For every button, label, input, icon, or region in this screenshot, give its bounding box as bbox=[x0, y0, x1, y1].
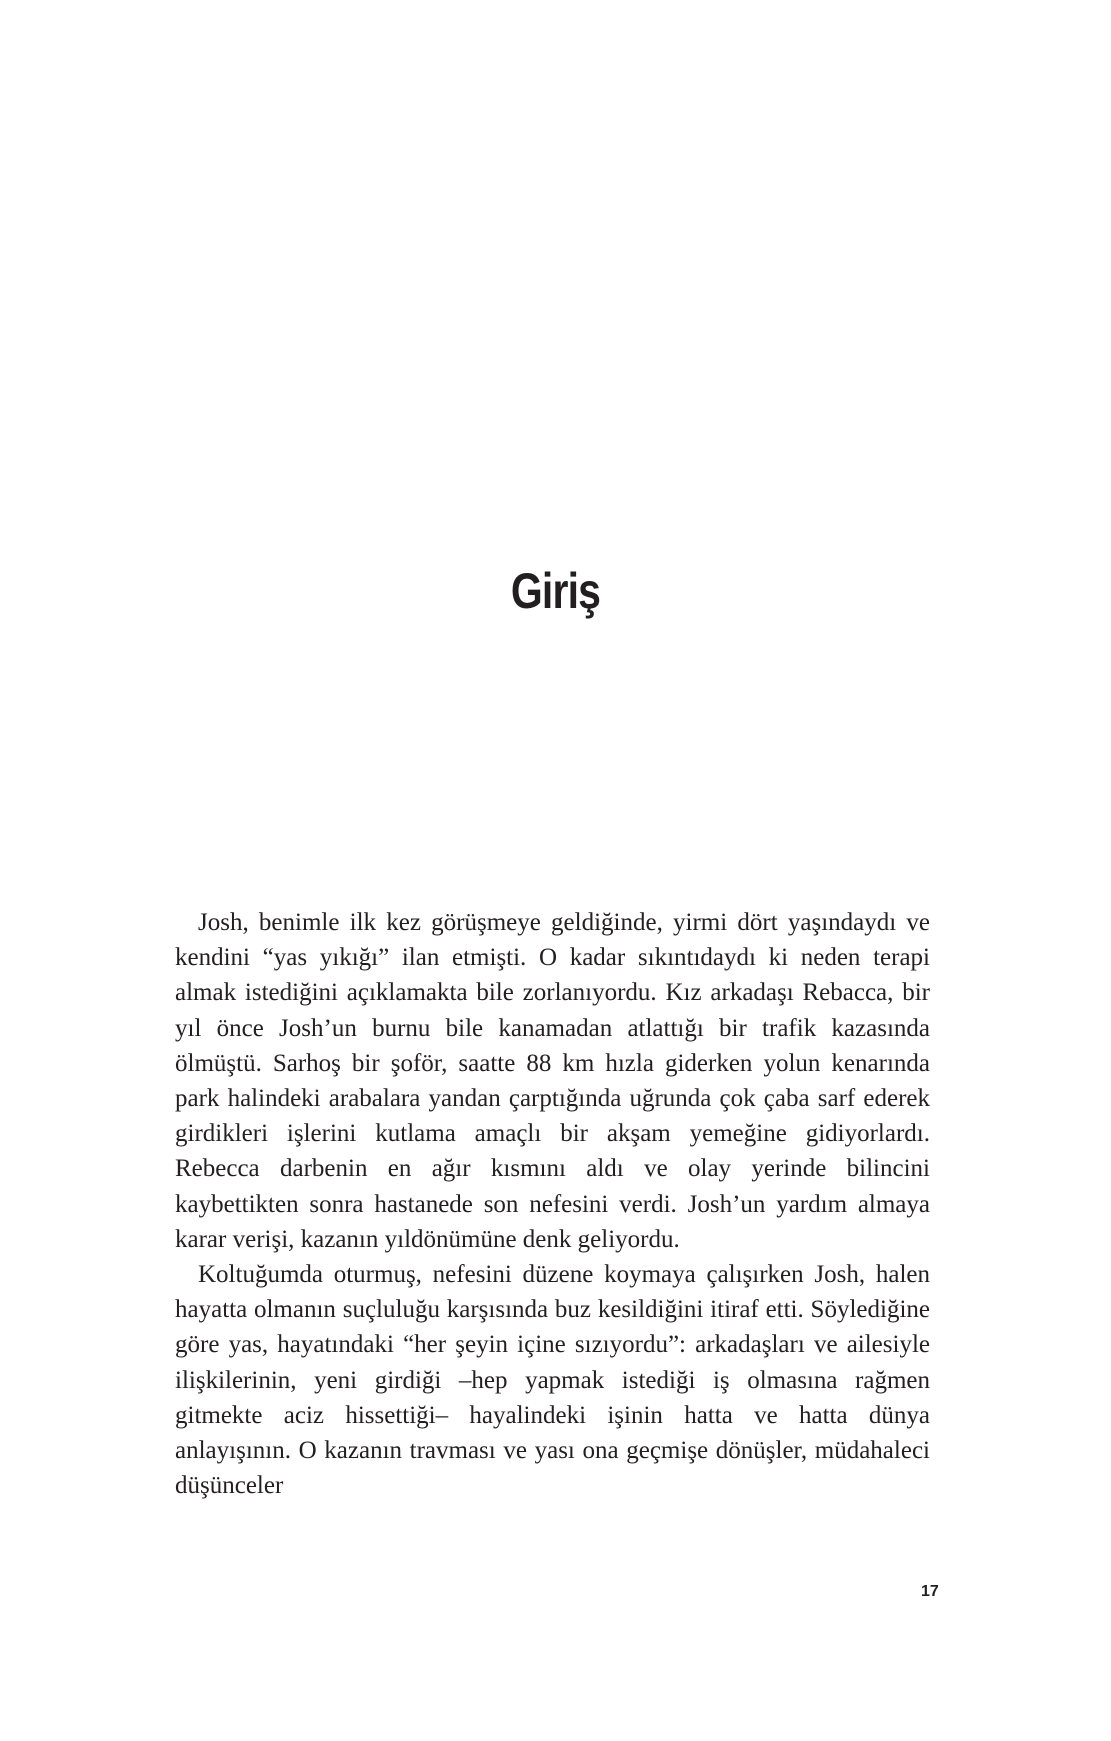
paragraph: Josh, benimle ilk kez görüşmeye geldiğinde, yirmi dört yaşındaydı ve kendini “yas yıkığı” ilan etmişti. O kadar sıkıntıdaydı ki neden terapi almak istediğini açıklamakta bile zorlanıyordu. Kız arkadaşı Rebacca, bir yıl önce Josh’un burnu bile kanamadan atlattığı bir trafik kazasında ölmüştü. Sarhoş bir şoför, saatte 88 km hızla giderken yolun kenarında park halindeki arabalara yandan çarptığında uğrunda çok çaba sarf ederek girdikleri işlerini kutlama amaçlı bir akşam yemeğine gidiyorlardı. Rebecca darbenin en ağır kısmını aldı ve olay yerinde bilincini kaybettikten sonra hastanede son nefesini verdi. Josh’un yardım almaya karar verişi, kazanın yıldönümüne denk geliyordu. bbox=[175, 909, 930, 1253]
page-number: 17 bbox=[921, 1583, 939, 1600]
body-text bbox=[175, 905, 930, 1503]
paragraph: Koltuğumda oturmuş, nefesini düzene koymaya çalışırken Josh, halen hayatta olmanın suçluluğu karşısında buz kesildiğini itiraf etti. Söylediğine göre yas, hayatındaki “her şeyin içine sızıyordu”: arkadaşları ve ailesiyle ilişkilerinin, yeni girdiği –hep yapmak istediği iş olmasına rağmen gitmekte aciz hissettiği– hayalindeki işinin hatta ve hatta dünya anlayışının. O kazanın travması ve yası ona geçmişe dönüşler, müdahaleci düşünceler bbox=[175, 1261, 930, 1500]
chapter-title: Giriş bbox=[510, 563, 601, 619]
